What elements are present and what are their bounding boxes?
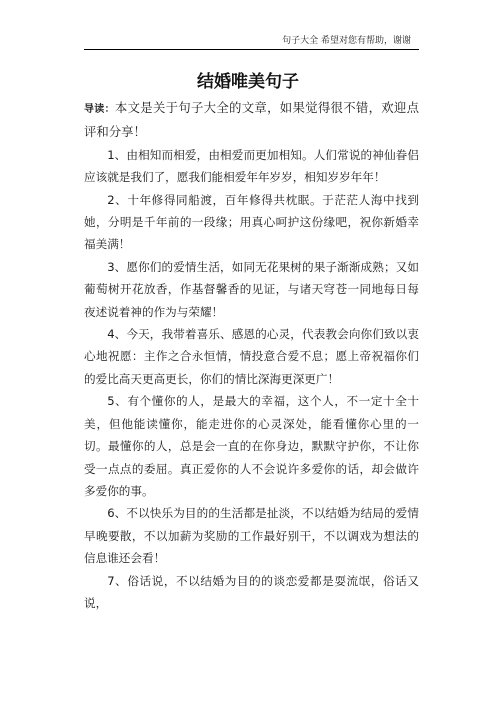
paragraph-2: 2、十年修得同船渡，百年修得共枕眠。于茫茫人海中找到她，分明是千年前的一段缘；用真心呵护这份缘吧，祝你新婚幸福美满！ [84, 192, 419, 252]
paragraph-6: 6、不以快乐为目的的生活都是扯淡，不以结婚为结局的爱情早晚要散，不以加薪为奖励的工作最好别干，不以调戏为想法的信息谁还会看！ [84, 506, 419, 566]
header-note: 句子大全 希望对您有帮助，谢谢 [282, 36, 411, 46]
intro-label: 导读： [84, 104, 115, 115]
page-title: 结婚唯美句子 [197, 72, 299, 92]
header-divider [84, 49, 419, 50]
intro-text: 本文是关于句子大全的文章，如果觉得很不错，欢迎点评和分享！ [84, 100, 420, 140]
intro-paragraph [84, 97, 419, 144]
paragraph-4: 4、今天，我带着喜乐、感恩的心灵，代表教会向你们致以衷心地祝愿：主作之合永恒情，情投意合爱不息；愿上帝祝福你们的爱比高天更高更长，你们的情比深海更深更广！ [84, 327, 419, 386]
paragraph-3: 3、愿你们的爱情生活，如同无花果树的果子渐渐成熟；又如葡萄树开花放香，作基督馨香的见证，与诸天穹苍一同地每日每夜述说着神的作为与荣耀！ [84, 259, 419, 319]
paragraph-5: 5、有个懂你的人，是最大的幸福，这个人，不一定十全十美，但他能读懂你，能走进你的心灵深处，能看懂你心里的一切。最懂你的人，总是会一直的在你身边，默默守护你，不让你受一点点的委屈。真正爱你的人不会说许多爱你的话，却会做许多爱你的事。 [84, 394, 419, 498]
paragraph-1: 1、由相知而相爱，由相爱而更加相知。人们常说的神仙眷侣应该就是我们了，愿我们能相爱年年岁岁，相知岁岁年年！ [84, 147, 419, 185]
document-body [84, 97, 419, 614]
paragraph-7: 7、俗话说，不以结婚为目的的谈恋爱都是耍流氓，俗话又说， [84, 573, 419, 610]
